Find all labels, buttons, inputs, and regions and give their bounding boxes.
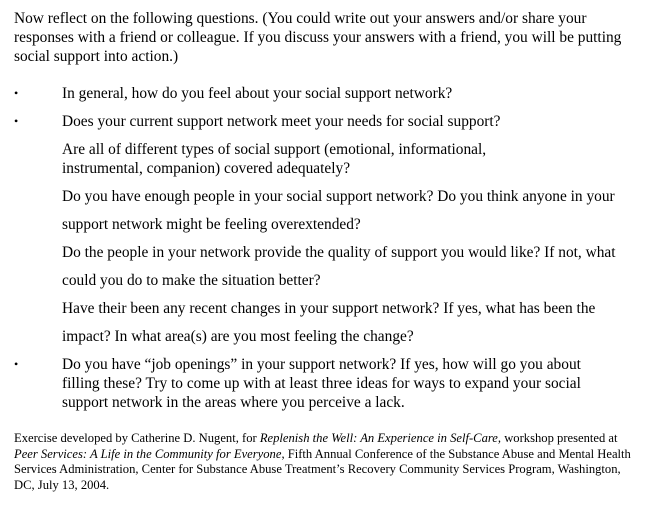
question-recent-changes <box>62 299 647 346</box>
question-enough-people <box>62 187 647 234</box>
intro-paragraph: Now reflect on the following questions. (You could write out your answers and/or share your responses with a friend or colleague. If you discuss your answers with a friend, you will be putting social support into action.) <box>14 10 622 65</box>
bullet-marker: • <box>14 357 19 371</box>
question-needs-met: Does your current support network meet your needs for social support? <box>62 113 501 130</box>
question-general-feeling: In general, how do you feel about your social support network? <box>62 85 453 102</box>
footer-workshop-title: Replenish the Well: An Experience in Self-Care, <box>259 431 502 445</box>
question-types-covered-line-2: instrumental, companion) covered adequately? <box>62 160 351 177</box>
question-types-covered <box>62 140 647 178</box>
question-recent-changes-line-2: impact? In what area(s) are you most feeling the change? <box>62 328 414 345</box>
bullet-marker: • <box>14 114 19 128</box>
footer-text-part-3: , Fifth Annual Conference of the Substance Abuse and Mental Health Services Administration, Center for Substance Abuse Treatment’s Recovery Community Services Program, Washington, DC, July 13, 2004. <box>14 446 631 492</box>
question-job-openings-line-2: filling these? Try to come up with at least three ideas for ways to expand your social <box>62 375 581 392</box>
question-types-covered-line-1: Are all of different types of social support (emotional, informational, <box>62 141 487 158</box>
question-job-openings <box>62 355 647 412</box>
question-quality-of-support <box>62 243 647 290</box>
question-quality-of-support-line-1: Do the people in your network provide the quality of support you would like? If not, what <box>62 244 616 261</box>
footer-conference-title: Peer Services: A Life in the Community for Everyone <box>14 446 282 461</box>
question-enough-people-line-1: Do you have enough people in your social support network? Do you think anyone in your <box>62 188 615 205</box>
exercise-credit-footer <box>14 431 644 493</box>
question-job-openings-line-3: support network in the areas where you perceive a lack. <box>62 394 405 411</box>
bullet-marker: • <box>14 86 19 100</box>
question-quality-of-support-line-2: could you do to make the situation better? <box>62 272 321 289</box>
question-job-openings-line-1: Do you have “job openings” in your support network? If yes, how will go you about <box>62 356 581 373</box>
question-enough-people-line-2: support network might be feeling overextended? <box>62 216 361 233</box>
question-recent-changes-line-1: Have their been any recent changes in your support network? If yes, what has been the <box>62 300 596 317</box>
footer-text-part-2: workshop presented at <box>501 431 618 445</box>
footer-text-part-1: Exercise developed by Catherine D. Nugent, for <box>14 431 260 445</box>
